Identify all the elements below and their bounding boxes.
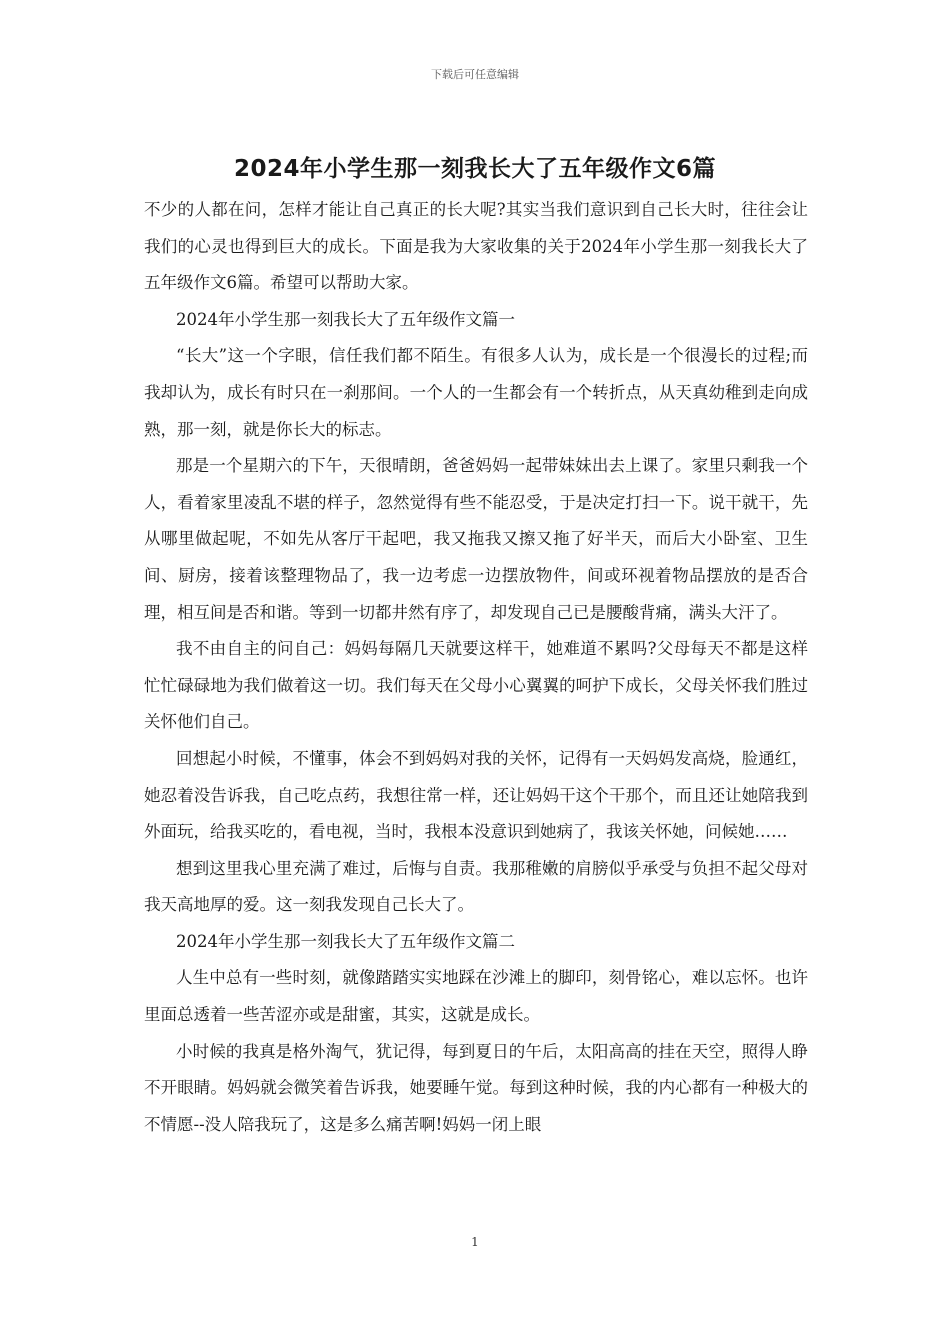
paragraph: 人生中总有一些时刻，就像踏踏实实地踩在沙滩上的脚印，刻骨铭心，难以忘怀。也许里面总透着一些苦涩亦或是甜蜜，其实，这就是成长。 <box>144 968 808 1025</box>
section-heading-2: 2024年小学生那一刻我长大了五年级作文篇二 <box>176 931 515 951</box>
page-header-note: 下载后可任意编辑 <box>431 68 519 81</box>
document-body <box>144 192 808 1143</box>
section-heading-1: 2024年小学生那一刻我长大了五年级作文篇一 <box>176 309 515 329</box>
paragraph: 小时候的我真是格外淘气，犹记得，每到夏日的午后，太阳高高的挂在天空，照得人睁不开眼睛。妈妈就会微笑着告诉我，她要睡午觉。每到这种时候，我的内心都有一种极大的不情愿--没人陪我玩了，这是多么痛苦啊!妈妈一闭上眼 <box>144 1041 808 1134</box>
paragraph-intro: 不少的人都在问，怎样才能让自己真正的长大呢?其实当我们意识到自己长大时，往往会让我们的心灵也得到巨大的成长。下面是我为大家收集的关于2024年小学生那一刻我长大了五年级作文6篇。希望可以帮助大家。 <box>144 200 808 293</box>
paragraph: 回想起小时候，不懂事，体会不到妈妈对我的关怀，记得有一天妈妈发高烧，脸通红，她忍着没告诉我，自己吃点药，我想往常一样，还让妈妈干这个干那个，而且还让她陪我到外面玩，给我买吃的，看电视，当时，我根本没意识到她病了，我该关怀她，问候她…… <box>144 748 808 842</box>
paragraph: 想到这里我心里充满了难过，后悔与自责。我那稚嫩的肩膀似乎承受与负担不起父母对我天高地厚的爱。这一刻我发现自己长大了。 <box>144 858 808 915</box>
paragraph: 那是一个星期六的下午，天很晴朗，爸爸妈妈一起带妹妹出去上课了。家里只剩我一个人，看着家里凌乱不堪的样子，忽然觉得有些不能忍受，于是决定打扫一下。说干就干，先从哪里做起呢，不如先从客厅干起吧，我又拖我又擦又拖了好半天，而后大小卧室、卫生间、厨房，接着该整理物品了，我一边考虑一边摆放物件，间或环视着物品摆放的是否合理，相互间是否和谐。等到一切都井然有序了，却发现自己已是腰酸背痛，满头大汗了。 <box>144 456 808 622</box>
document-title: 2024年小学生那一刻我长大了五年级作文6篇 <box>233 156 717 182</box>
paragraph: 我不由自主的问自己：妈妈每隔几天就要这样干，她难道不累吗?父母每天不都是这样忙忙碌碌地为我们做着这一切。我们每天在父母小心翼翼的呵护下成长，父母关怀我们胜过关怀他们自己。 <box>144 639 808 732</box>
page-number: 1 <box>471 1235 479 1249</box>
paragraph: “长大”这一个字眼，信任我们都不陌生。有很多人认为，成长是一个很漫长的过程;而我却认为，成长有时只在一刹那间。一个人的一生都会有一个转折点，从天真幼稚到走向成熟，那一刻，就是你长大的标志。 <box>144 346 808 439</box>
